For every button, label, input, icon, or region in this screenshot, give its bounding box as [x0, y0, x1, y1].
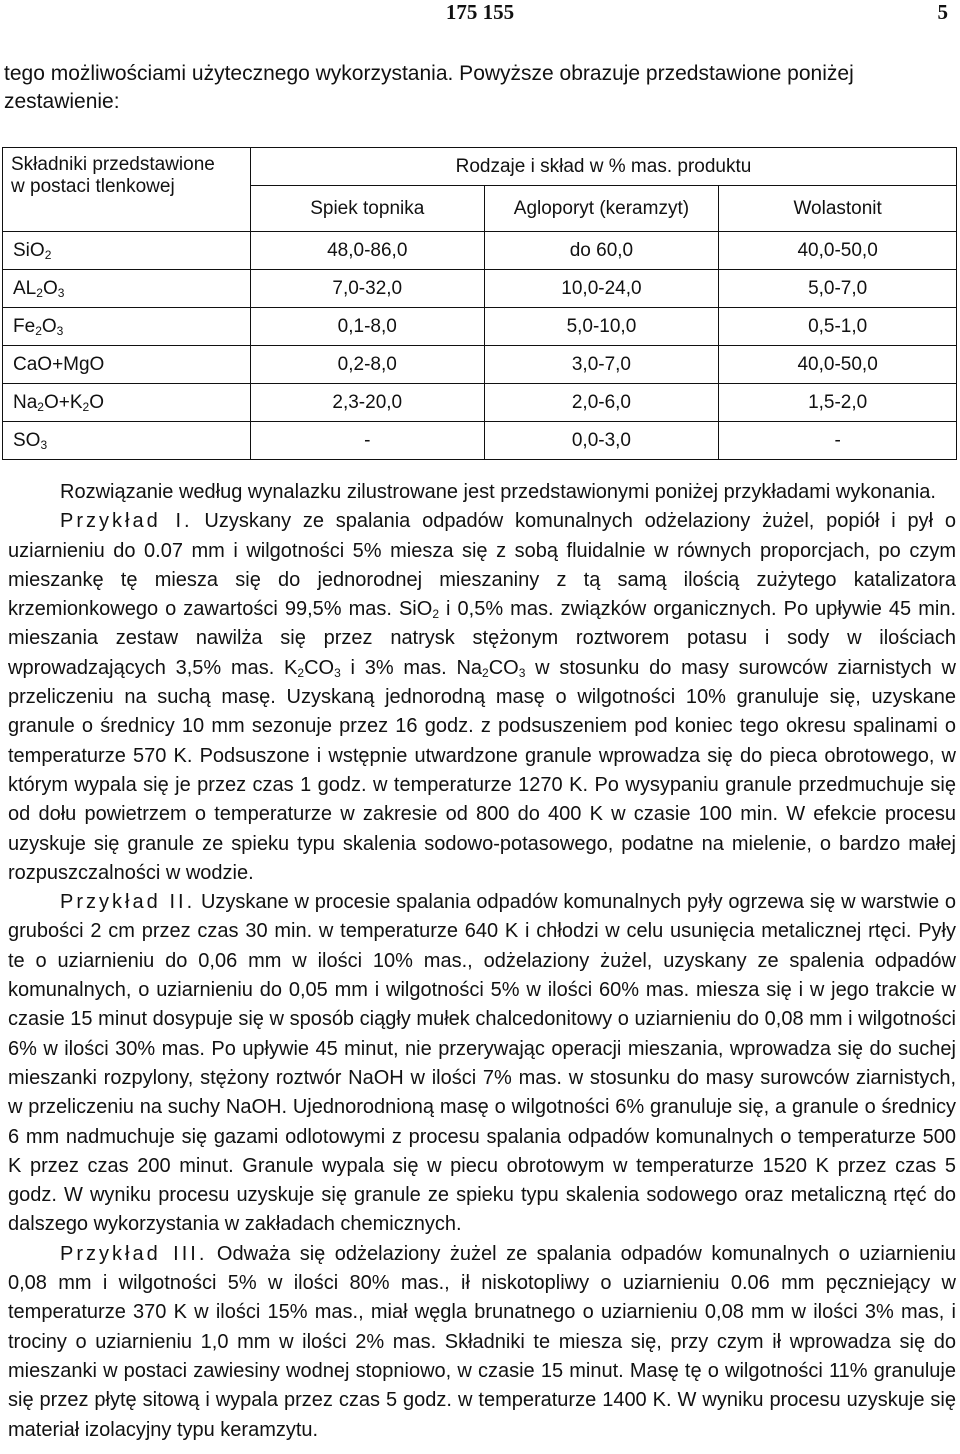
value-cell: 0,1-8,0 [250, 308, 484, 346]
value-cell: 40,0-50,0 [719, 346, 957, 384]
group-header-cell [250, 148, 956, 186]
table-header-row [3, 148, 957, 186]
example-2-paragraph: Przykład II. Uzyskane w procesie spalania odpadów komunalnych pyły ogrzewa się w warstwie o grubości 2 cm przez czas 30 min. w temperaturze 640 K i chłodzi w celu usunięcia metalicznej rtęci. Pyły te o uziarnieniu do 0,06 mm w ilości 10% mas., odżelaziony żużel, uzyskany ze spalenia odpadów komunalnych, o uziarnieniu do 0,05 mm i wilgotności 5% w ilości 60% mas. miesza się i w jego trakcie w czasie 15 minut dosypuje się w sposób ciągły mułek chalcedonitowy o uziarnieniu do 0,08 mm i wilgotności 6% w ilości 30% mas. Po upływie 45 minut, nie przerywając operacji mieszania, wprowadza się do suchej mieszanki rozpylony, stężony roztwór NaOH w ilości 7% mas. w stosunku do masy surowców ziarnistych, w przeliczeniu na suchy NaOH. Ujednorodnioną masę o wilgotności 6% granuluje się, a granule o średnicy 6 mm nadmuchuje się gazami odlotowymi z procesu spalania odpadów komunalnych o temperaturze 500 K przez czas 200 minut. Granule wypala się w piecu obrotowym w temperaturze 1520 K przez czas 5 godz. W wyniku procesu uzyskuje się granule ze spieku typu skalenia sodowego oraz metaliczną rtęć do dalszego wykorzystania w zakładach chemicznych. [8, 891, 956, 1236]
value-cell: 5,0-7,0 [719, 270, 957, 308]
component-cell: $AL_2O_3$ [3, 270, 251, 308]
patent-number: 175 155 [445, 0, 515, 24]
table-row [3, 270, 957, 308]
value-cell: 40,0-50,0 [719, 232, 957, 270]
component-cell: SiO$_2$ [3, 232, 251, 270]
composition-table [2, 147, 957, 460]
value-cell: 10,0-24,0 [484, 270, 719, 308]
row-header-cell [3, 148, 251, 232]
value-cell: - [250, 422, 484, 460]
value-cell: do 60,0 [484, 232, 719, 270]
value-cell: 5,0-10,0 [484, 308, 719, 346]
value-cell: 0,5-1,0 [719, 308, 957, 346]
table-row [3, 232, 957, 270]
group-header-label: Rodzaje i skład w % mas. produktu [455, 155, 752, 177]
table-row [3, 422, 957, 460]
value-cell: 1,5-2,0 [719, 384, 957, 422]
table-row [3, 308, 957, 346]
col-header-wolastonit: Wolastonit [719, 186, 957, 232]
value-cell: 7,0-32,0 [250, 270, 484, 308]
component-cell: $SO_3$ [3, 422, 251, 460]
component-cell: CaO+MgO [3, 346, 251, 384]
page-header [0, 0, 960, 30]
component-cell: $Na_2O+K_2O$ [3, 384, 251, 422]
component-cell: $Fe_2O_3$ [3, 308, 251, 346]
value-cell: - [719, 422, 957, 460]
value-cell: 2,3-20,0 [250, 384, 484, 422]
intro-paragraph: tego możliwościami użytecznego wykorzystania. Powyższe obrazuje przedstawione poniżej zestawienie: [4, 62, 854, 113]
table-row [3, 384, 957, 422]
row-header-label: Składniki przedstawione w postaci tlenkowej [11, 154, 215, 197]
value-cell: 3,0-7,0 [484, 346, 719, 384]
example-3-label: Przykład III. [60, 1242, 208, 1265]
value-cell: 0,2-8,0 [250, 346, 484, 384]
value-cell: 48,0-86,0 [250, 232, 484, 270]
body-text [8, 478, 956, 1445]
page-number: 5 [937, 0, 948, 24]
value-cell: 2,0-6,0 [484, 384, 719, 422]
example-1-label: Przykład I. [60, 510, 193, 533]
col-header-spiek: Spiek topnika [250, 186, 484, 232]
value-cell: 0,0-3,0 [484, 422, 719, 460]
col-header-agloporyt: Agloporyt (keramzyt) [484, 186, 719, 232]
intro-examples-paragraph: Rozwiązanie według wynalazku zilustrowane jest przedstawionymi poniżej przykładami wykonania. [60, 481, 936, 503]
example-1-paragraph: Przykład I. Uzyskany ze spalania odpadów komunalnych odżelaziony żużel, popiół i pył o uziarnieniu do 0.07 mm i wilgotności 5% miesza się z sobą fluidalnie w równych proporcjach, po czym mieszankę tę miesza się do jednorodnej mieszaniny z tą samą ilością zużytego katalizatora krzemionkowego o zawartości 99,5% mas. SiO$_2$ i 0,5% mas. związków organicznych. Po upływie 45 min. mieszania zestaw nawilża się przez natrysk stężonym roztworem potasu i sody w ilościach wprowadzających 3,5% mas. $K_2CO_3$ i 3% mas. $Na_2CO_3$ w stosunku do masy surowców ziarnistych w przeliczeniu na suchą masę. Uzyskaną jednorodną masę o wilgotności 10% granuluje się, uzyskane granule o średnicy 10 mm sezonuje przez 16 godz. z podsuszeniem pod koniec tego okresu spalinami o temperaturze 570 K. Podsuszone i wstępnie utwardzone granule wprowadza się do pieca obrotowego, w którym wypala się je przez czas 1 godz. w temperaturze 1270 K. Po wysypaniu granule przedmuchuje się od dołu powietrzem o temperaturze w zakresie od 800 do 400 K w czasie 100 min. W efekcie procesu uzyskuje się granule ze spieku typu skalenia sodowo-potasowego, podatne na mielenie, o bardzo małej rozpuszczalności w wodzie. [8, 510, 957, 884]
table-row [3, 346, 957, 384]
example-2-label: Przykład II. [60, 891, 196, 914]
example-3-paragraph: Przykład III. Odważa się odżelaziony żużel ze spalania odpadów komunalnych o uziarnieniu 0,08 mm i wilgotności 5% w ilości 80% mas., ił niskotopliwy o uziarnieniu 0.06 mm pęczniejący w temperaturze 370 K w ilości 15% mas., miał węgla brunatnego o uziarnieniu 0,08 mm w ilości 3% mas, i trociny o uziarnieniu 1,0 mm w ilości 2% mas. Składniki te miesza się, przy czym ił wprowadza się do mieszanki w postaci zawiesiny wodnej stopniowo, w czasie 15 minut. Masę tę o wilgotności 11% granuluje się przez płytę sitową i wypala przez czas 5 godz. w temperaturze 1400 K. W wyniku procesu uzyskuje się materiał izolacyjny typu keramzytu. [8, 1242, 956, 1441]
